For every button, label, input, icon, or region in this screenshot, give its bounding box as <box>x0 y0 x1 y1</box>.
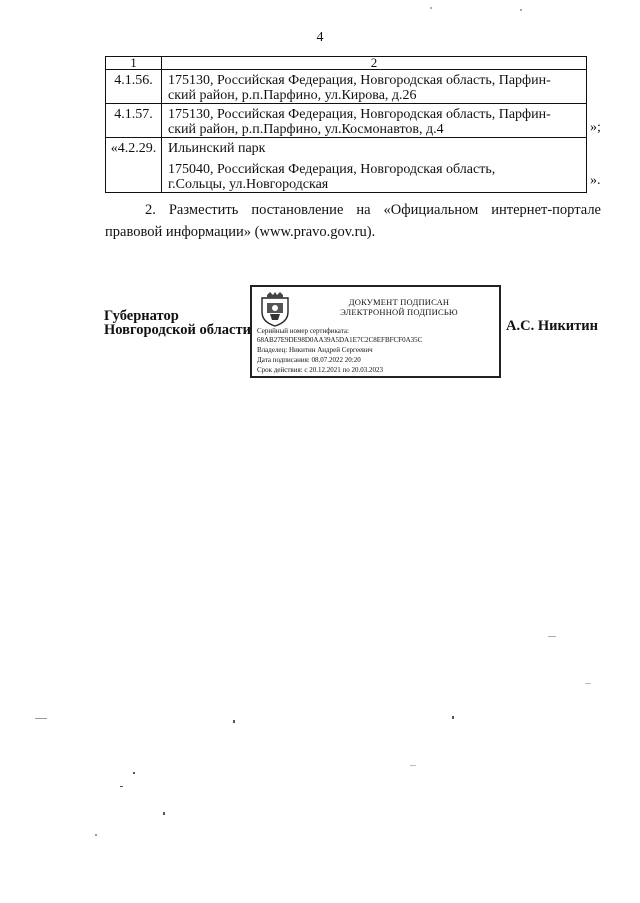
coat-of-arms-icon <box>258 292 292 328</box>
scan-speck <box>430 7 432 9</box>
serial-number: 68AB27E9DE98D0AA39A5DA1E7C2C8EFBFCF0A35C <box>257 336 423 344</box>
validity-period: Срок действия: с 20.12.2021 по 20.03.2023 <box>257 366 383 374</box>
page-number: 4 <box>316 30 324 45</box>
row-number: 4.1.57. <box>106 104 162 138</box>
scan-speck <box>520 9 522 11</box>
row-address <box>162 138 587 193</box>
address-line: 175130, Российская Федерация, Новгородская область, Парфин- <box>168 73 551 88</box>
row-closing-quote: ». <box>590 173 601 188</box>
signatory-name: А.С. Никитин <box>506 318 598 334</box>
scan-speck <box>163 812 165 815</box>
row-address <box>162 70 587 104</box>
table-row <box>106 104 587 138</box>
address-line: г.Сольцы, ул.Новгородская <box>168 177 329 192</box>
stamp-header-line: ДОКУМЕНТ ПОДПИСАН <box>348 297 450 307</box>
address-line: 175040, Российская Федерация, Новгородская область, <box>168 162 496 177</box>
table-row <box>106 138 587 193</box>
serial-label: Серийный номер сертификата: <box>257 327 349 335</box>
position-line: Губернатор <box>104 308 179 324</box>
paragraph-line: 2. Разместить постановление на «Официальном интернет-портале <box>145 202 601 218</box>
park-title: Ильинский парк <box>168 141 266 156</box>
address-line: 175130, Российская Федерация, Новгородская область, Парфин- <box>168 107 551 122</box>
row-number: 4.1.56. <box>106 70 162 104</box>
publication-paragraph <box>105 199 601 243</box>
table-header-row <box>106 57 587 70</box>
scan-speck <box>35 718 47 719</box>
scan-speck <box>120 786 123 787</box>
owner: Владелец: Никитин Андрей Сергеевич <box>257 346 373 354</box>
scan-speck <box>233 720 235 723</box>
table-header-cell: 2 <box>162 57 587 70</box>
signing-date: Дата подписания: 08.07.2022 20:20 <box>257 356 361 364</box>
scan-speck <box>133 772 135 774</box>
position-line: Новгородской области <box>104 322 251 338</box>
scan-speck <box>548 636 556 637</box>
address-table <box>105 56 587 193</box>
stamp-header <box>299 297 499 317</box>
address-line: ский район, р.п.Парфино, ул.Кирова, д.26 <box>168 88 417 103</box>
scan-speck <box>585 683 591 684</box>
row-closing-quote: »; <box>590 120 601 135</box>
address-line: ский район, р.п.Парфино, ул.Космонавтов, д.4 <box>168 122 444 137</box>
scan-speck <box>410 765 416 766</box>
paragraph-line: правовой информации» (www.pravo.gov.ru). <box>105 224 376 240</box>
table-row <box>106 70 587 104</box>
stamp-header-line: ЭЛЕКТРОННОЙ ПОДПИСЬЮ <box>340 307 458 317</box>
signatory-position <box>104 309 251 337</box>
scan-speck <box>452 716 454 719</box>
row-number: «4.2.29. <box>106 138 162 193</box>
row-address <box>162 104 587 138</box>
table-header-cell: 1 <box>106 57 162 70</box>
electronic-signature-stamp <box>250 285 501 378</box>
scan-speck <box>95 834 97 836</box>
